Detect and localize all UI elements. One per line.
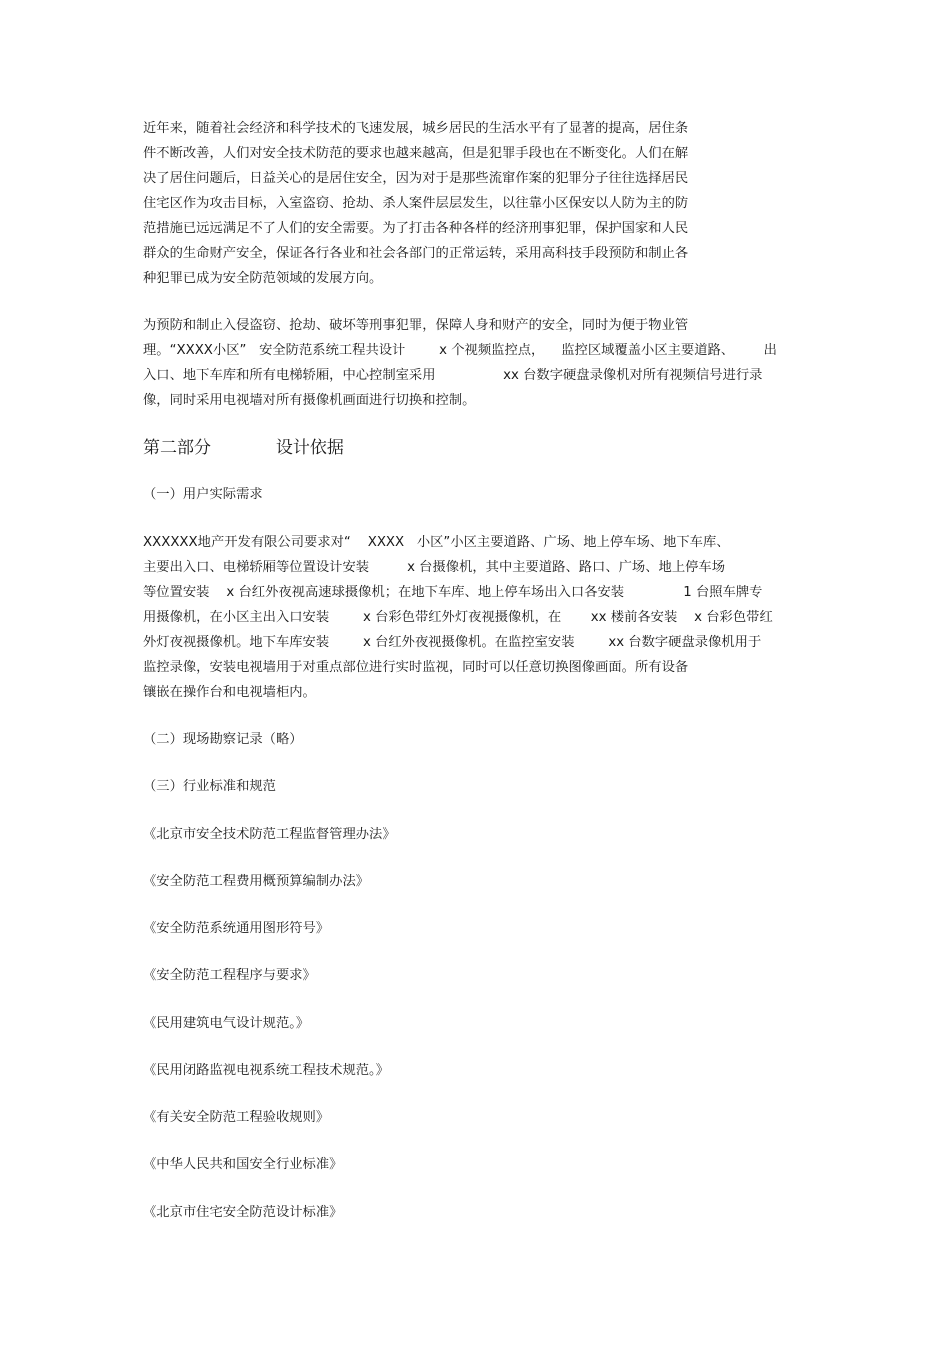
intro-line: 近年来，随着社会经济和科学技术的飞速发展，城乡居民的生活水平有了显著的提高，居住条 [143, 121, 689, 136]
standard-item: 《安全防范系统通用图形符号》 [143, 921, 330, 936]
intro-line: 范措施已远远满足不了人们的安全需要。为了打击各种各样的经济刑事犯罪，保护国家和人民 [143, 221, 689, 236]
requirements-line: 主要出入口、电梯轿厢等位置设计安装 x 台摄像机，其中主要道路、路口、广场、地上停车场 [143, 560, 726, 575]
standard-item: 《安全防范工程费用概预算编制办法》 [143, 874, 370, 889]
requirements-line: 镶嵌在操作台和电视墙柜内。 [143, 685, 316, 700]
subsection-title: （三）行业标准和规范 [143, 779, 276, 794]
intro-line: 决了居住问题后，日益关心的是居住安全，因为对于是那些流窜作案的犯罪分子往往选择居民 [143, 171, 689, 186]
standard-item: 《有关安全防范工程验收规则》 [143, 1110, 330, 1125]
requirements-line: 监控录像，安装电视墙用于对重点部位进行实时监视，同时可以任意切换图像画面。所有设备 [143, 660, 689, 675]
project-line: 理。“XXXX小区” 安全防范系统工程共设计 x 个视频监控点， 监控区域覆盖小区主要道路、 出 [143, 343, 777, 358]
standard-item: 《民用闭路监视电视系统工程技术规范。》 [143, 1063, 389, 1078]
section-heading: 第二部分 设计依据 [143, 438, 344, 458]
requirements-line: 用摄像机，在小区主出入口安装 x 台彩色带红外灯夜视摄像机，在 xx 楼前各安装 x 台彩色带红 [143, 610, 773, 625]
subsection-title: （一）用户实际需求 [143, 487, 263, 502]
standard-item: 《北京市住宅安全防范设计标准》 [143, 1205, 343, 1220]
requirements-line: 等位置安装 x 台红外夜视高速球摄像机；在地下车库、地上停车场出入口各安装 1 台照车牌专 [143, 585, 763, 600]
standard-item: 《北京市安全技术防范工程监督管理办法》 [143, 827, 396, 842]
project-line: 入口、地下车库和所有电梯轿厢，中心控制室采用 xx 台数字硬盘录像机对所有视频信号进行录 [143, 368, 763, 383]
intro-line: 种犯罪已成为安全防范领域的发展方向。 [143, 271, 383, 286]
project-line: 像，同时采用电视墙对所有摄像机画面进行切换和控制。 [143, 393, 476, 408]
requirements-line: 外灯夜视摄像机。地下车库安装 x 台红外夜视摄像机。在监控室安装 xx 台数字硬盘录像机用于 [143, 635, 762, 650]
intro-line: 群众的生命财产安全，保证各行各业和社会各部门的正常运转，采用高科技手段预防和制止各 [143, 246, 689, 261]
intro-line: 住宅区作为攻击目标，入室盗窃、抢劫、杀人案件层层发生，以往靠小区保安以人防为主的防 [143, 196, 689, 211]
standard-item: 《安全防范工程程序与要求》 [143, 968, 316, 983]
subsection-title: （二）现场勘察记录（略） [143, 732, 303, 747]
project-line: 为预防和制止入侵盗窃、抢劫、破坏等刑事犯罪，保障人身和财产的安全，同时为便于物业管 [143, 318, 689, 333]
standard-item: 《民用建筑电气设计规范。》 [143, 1016, 310, 1031]
standard-item: 《中华人民共和国安全行业标准》 [143, 1157, 343, 1172]
requirements-line: XXXXXX地产开发有限公司要求对“ XXXX 小区”小区主要道路、广场、地上停车场、地下车库、 [143, 535, 730, 550]
intro-line: 件不断改善，人们对安全技术防范的要求也越来越高，但是犯罪手段也在不断变化。人们在解 [143, 146, 689, 161]
